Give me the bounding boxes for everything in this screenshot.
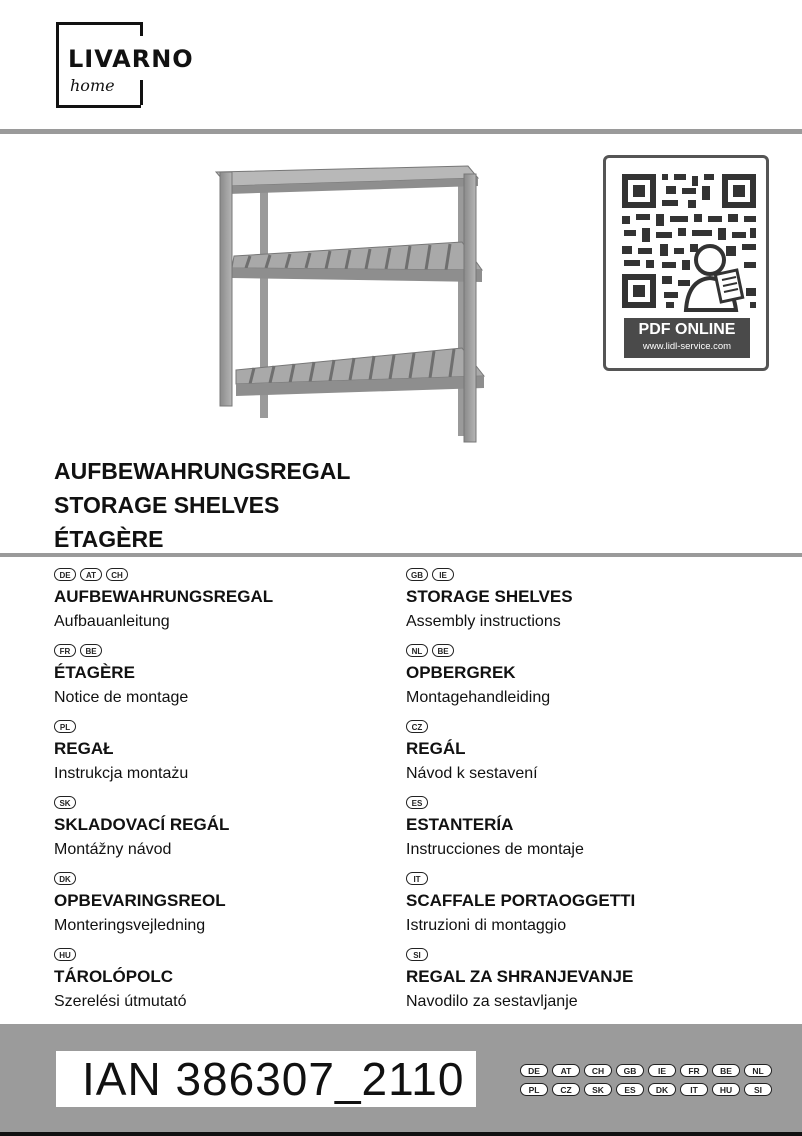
country-badge: GB (406, 568, 428, 581)
entry-title: REGAL ZA SHRANJEVANJE (406, 967, 634, 986)
country-badge: CH (584, 1064, 612, 1077)
country-badge: FR (680, 1064, 708, 1077)
country-badge: FR (54, 644, 76, 657)
language-entry (54, 946, 404, 1022)
brand-logo (56, 22, 194, 106)
entry-title: STORAGE SHELVES (406, 587, 573, 606)
country-badge: SK (54, 796, 76, 809)
language-badges (54, 946, 404, 963)
country-badge: DE (54, 568, 76, 581)
entry-title: ÉTAGÈRE (54, 663, 135, 682)
mid-divider (0, 553, 802, 557)
entry-subtitle: Montagehandleiding (406, 689, 551, 706)
language-badges (406, 718, 756, 735)
ian-number: IAN 386307_2110 (82, 1053, 465, 1105)
language-entry (54, 566, 404, 642)
country-badge: ES (406, 796, 428, 809)
country-badge: GB (616, 1064, 644, 1077)
language-column-left (54, 566, 404, 1022)
qr-card[interactable] (603, 155, 769, 371)
entry-title: SKLADOVACÍ REGÁL (54, 815, 230, 834)
country-badge: DK (648, 1083, 676, 1096)
country-badge: HU (54, 948, 76, 961)
country-badge: CH (106, 568, 128, 581)
brand-name: LIVARNO (68, 45, 194, 73)
country-badge: IE (648, 1064, 676, 1077)
language-entry (406, 946, 756, 1022)
country-badge: DK (54, 872, 76, 885)
language-entry (406, 566, 756, 642)
country-badge: CZ (552, 1083, 580, 1096)
title-fr: ÉTAGÈRE (54, 526, 164, 552)
language-badges (54, 642, 404, 659)
country-badge: CZ (406, 720, 428, 733)
qr-code-icon (606, 162, 766, 312)
country-badge: HU (712, 1083, 740, 1096)
language-column-right (406, 566, 756, 1022)
country-badge: IT (406, 872, 428, 885)
country-badge: SK (584, 1083, 612, 1096)
bottom-rule (0, 1132, 802, 1136)
language-badges (54, 794, 404, 811)
entry-subtitle: Notice de montage (54, 689, 189, 706)
brand-sub: home (70, 76, 115, 95)
country-badge: DE (520, 1064, 548, 1077)
country-badge: SI (406, 948, 428, 961)
entry-subtitle: Instrukcja montażu (54, 765, 189, 782)
language-entry (54, 794, 404, 870)
country-badge: SI (744, 1083, 772, 1096)
entry-title: OPBEVARINGSREOL (54, 891, 226, 910)
entry-title: REGÁL (406, 739, 466, 758)
country-badge: PL (54, 720, 76, 733)
entry-subtitle: Navodilo za sestavljanje (406, 993, 578, 1010)
country-badge: NL (744, 1064, 772, 1077)
country-badge: BE (712, 1064, 740, 1077)
language-badges (406, 870, 756, 887)
entry-subtitle: Szerelési útmutató (54, 993, 187, 1010)
language-badges (406, 642, 756, 659)
title-de: AUFBEWAHRUNGSREGAL (54, 458, 351, 484)
shelf-illustration (200, 158, 490, 448)
entry-subtitle: Návod k sestavení (406, 765, 538, 782)
language-entry (54, 870, 404, 946)
language-badges (54, 566, 404, 583)
pdf-online-url: www.lidl-service.com (642, 341, 732, 352)
language-entry (406, 718, 756, 794)
entry-title: ESTANTERÍA (406, 815, 514, 834)
entry-subtitle: Aufbauanleitung (54, 613, 170, 630)
language-entry (54, 718, 404, 794)
country-badge: AT (552, 1064, 580, 1077)
language-badges (406, 566, 756, 583)
main-titles (54, 454, 350, 556)
entry-title: REGAŁ (54, 739, 114, 758)
language-entry (406, 794, 756, 870)
country-badge: BE (80, 644, 102, 657)
language-entry (406, 870, 756, 946)
language-badges (406, 946, 756, 963)
title-en: STORAGE SHELVES (54, 492, 280, 518)
country-badge: NL (406, 644, 428, 657)
country-badge: BE (432, 644, 454, 657)
pdf-online-label: PDF ONLINE (638, 321, 736, 338)
pdf-online-badge (624, 318, 750, 358)
country-badge: IT (680, 1083, 708, 1096)
entry-subtitle: Monteringsvejledning (54, 917, 206, 934)
entry-title: OPBERGREK (406, 663, 516, 682)
language-badges (54, 718, 404, 735)
country-badge: IE (432, 568, 454, 581)
entry-title: TÁROLÓPOLC (54, 967, 173, 986)
language-entry (54, 642, 404, 718)
language-entry (406, 642, 756, 718)
entry-title: SCAFFALE PORTAOGGETTI (406, 891, 636, 910)
country-badge: AT (80, 568, 102, 581)
entry-title: AUFBEWAHRUNGSREGAL (54, 587, 274, 606)
entry-subtitle: Instrucciones de montaje (406, 841, 584, 858)
language-badges (54, 870, 404, 887)
entry-subtitle: Istruzioni di montaggio (406, 917, 567, 934)
ian-box (56, 1051, 476, 1107)
country-badge: ES (616, 1083, 644, 1096)
top-divider (0, 129, 802, 134)
language-badges (406, 794, 756, 811)
entry-subtitle: Montážny návod (54, 841, 172, 858)
country-badge: PL (520, 1083, 548, 1096)
entry-subtitle: Assembly instructions (406, 613, 561, 630)
footer-language-badges (520, 1064, 780, 1102)
